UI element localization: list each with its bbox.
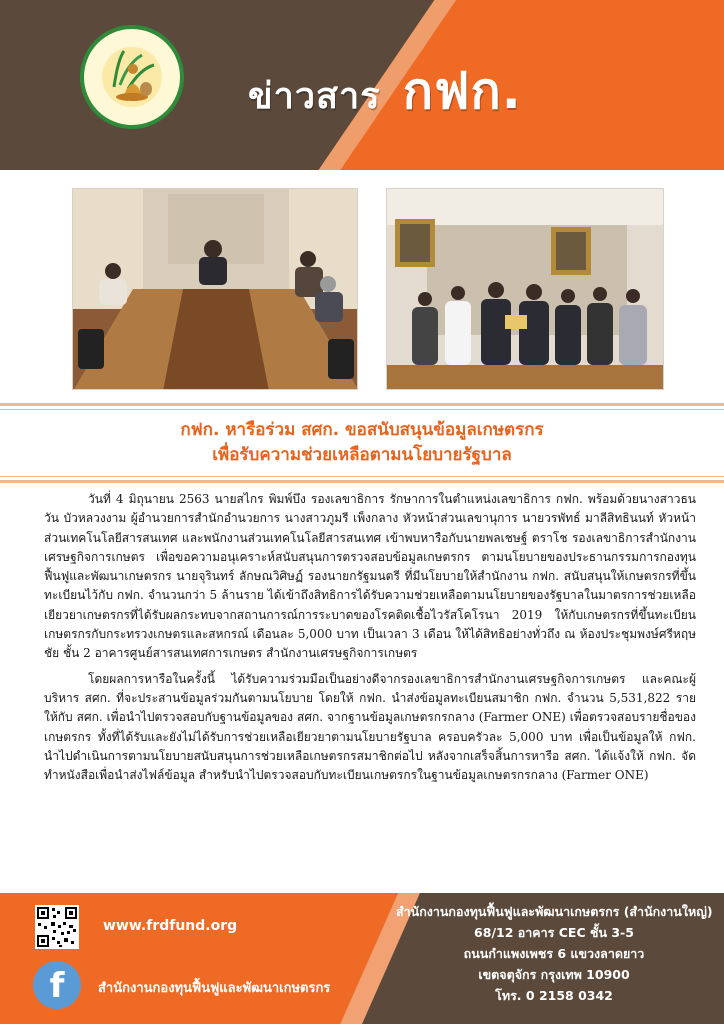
qr-code[interactable]	[35, 905, 79, 949]
headline-top-rule	[0, 403, 724, 406]
meeting-photo-left	[72, 188, 358, 390]
address-line-1: 68/12 อาคาร CEC ชั้น 3-5	[474, 925, 634, 940]
article-paragraph-2: โดยผลการหารือในครั้งนี้ ได้รับความร่วมมือเป็นอย่างดีจากรองเลขาธิการสำนักงานเศรษฐกิจการเกษตร และคณะผู้บริหาร สศก. ที่จะประสานข้อมูลร่วมกันตามนโยบาย โดยให้ กฟก. นำส่งข้อมูลทะเบียนสมาชิก กฟก. จำนวน 5,531,822 ราย ให้กับ สศก. เพื่อนำไปตรวจสอบกับฐานข้อมูลของ สศก. จากฐานข้อมูลเกษตรกรกลาง (Farmer ONE) เพื่อตรวจสอบรายชื่อของเกษตรกร ทั้งที่ได้รับและยังไม่ได้รับการช่วยเหลือเยียวยาตามนโยบายรัฐบาล ครอบครัวละ 5,000 บาท เพื่อเป็นข้อมูลให้ กฟก. นำไปดำเนินการตามนโยบายสนับสนุนการช่วยเหลือเกษตรกรสมาชิกต่อไป หลังจากเสร็จสิ้นการหารือ สศก. ได้แจ้งให้ กฟก. จัดทำหนังสือเพื่อนำส่งไฟล์ข้อมูล สำหรับนำไปตรวจสอบกับทะเบียนเกษตรกรในฐานข้อมูลเกษตรกรกลาง (Farmer ONE)	[44, 671, 696, 783]
website-link[interactable]: www.frdfund.org	[103, 918, 238, 934]
office-address	[396, 901, 712, 1006]
news-title-prefix: ข่าวสาร	[248, 76, 381, 117]
article-body	[44, 490, 696, 785]
footer	[0, 893, 724, 1024]
headline-line-1: กฟก. หารือร่วม สศก. ขอสนับสนุนข้อมูลเกษตรกร	[180, 420, 544, 440]
frdfund-logo	[80, 25, 184, 129]
headline-top-thin-rule	[0, 409, 724, 410]
headline-bottom-thin-rule	[0, 476, 724, 477]
address-line-2: ถนนกำแพงเพชร 6 แขวงลาดยาว	[463, 946, 645, 961]
headline	[0, 418, 724, 468]
article-paragraph-1: วันที่ 4 มิถุนายน 2563 นายสไกร พิมพ์บึง รองเลขาธิการ รักษาการในตำแหน่งเลขาธิการ กฟก. พร้อมด้วยนางสาวธนวัน บัวหลวงงาม ผู้อำนวยการสำนักอำนวยการ นางสาวภูมรี เพ็งกลาง หัวหน้าส่วนเลขานุการ นายวรพัทธ์ มาลีสิทธินนท์ หัวหน้าส่วนเทคโนโลยีสารสนเทศ และพนักงานส่วนเทคโนโลยีสารสนเทศ เข้าพบหารือกับนายพลเชษฐ์ ตราโช รองเลขาธิการสำนักงานเศรษฐกิจการเกษตร เพื่อขอความอนุเคราะห์สนับสนุนการตรวจสอบข้อมูลเกษตรกร ตามนโยบายของประธานกรรมการกองทุนฟื้นฟูและพัฒนาเกษตรกร นายจุรินทร์ ลักษณวิศิษฏ์ รองนายกรัฐมนตรี ที่มีนโยบายให้สำนักงาน กฟก. สนับสนุนให้เกษตรกรที่ขึ้นทะเบียนไว้กับ กฟก. จำนวนกว่า 5 ล้านราย ได้เข้าถึงสิทธิการได้รับความช่วยเหลือตามนโยบายของรัฐบาลในมาตรการช่วยเหลือเยียวยาเกษตรกรที่ได้รับผลกระทบจากสถานการณ์การระบาดของโรคติดเชื้อไวรัสโคโรนา 2019 ให้กับเกษตรกรที่ขึ้นทะเบียนเกษตรกรกับกระทรวงเกษตรและสหกรณ์ เดือนละ 5,000 บาท เป็นเวลา 3 เดือน ให้ได้สิทธิอย่างทั่วถึง ณ ห้องประชุมพงษ์ศรีหฤษชัย ชั้น 2 อาคารศูนย์สารสนเทศการเกษตร สำนักงานเศรษฐกิจการเกษตร	[44, 492, 696, 661]
facebook-icon[interactable]: f	[33, 961, 81, 1009]
address-line-3: เขตจตุจักร กรุงเทพ 10900	[478, 967, 630, 982]
address-phone: โทร. 0 2158 0342	[495, 988, 613, 1003]
headline-line-2: เพื่อรับความช่วยเหลือตามนโยบายรัฐบาล	[212, 445, 512, 465]
news-title	[248, 52, 522, 131]
meeting-photo-right	[386, 188, 664, 390]
header-banner	[0, 0, 724, 170]
facebook-page-name[interactable]: สำนักงานกองทุนฟื้นฟูและพัฒนาเกษตรกร	[98, 981, 331, 996]
headline-bottom-rule	[0, 480, 724, 483]
news-title-main: กฟก.	[402, 62, 522, 120]
address-org: สำนักงานกองทุนฟื้นฟูและพัฒนาเกษตรกร (สำนักงานใหญ่)	[396, 904, 713, 919]
